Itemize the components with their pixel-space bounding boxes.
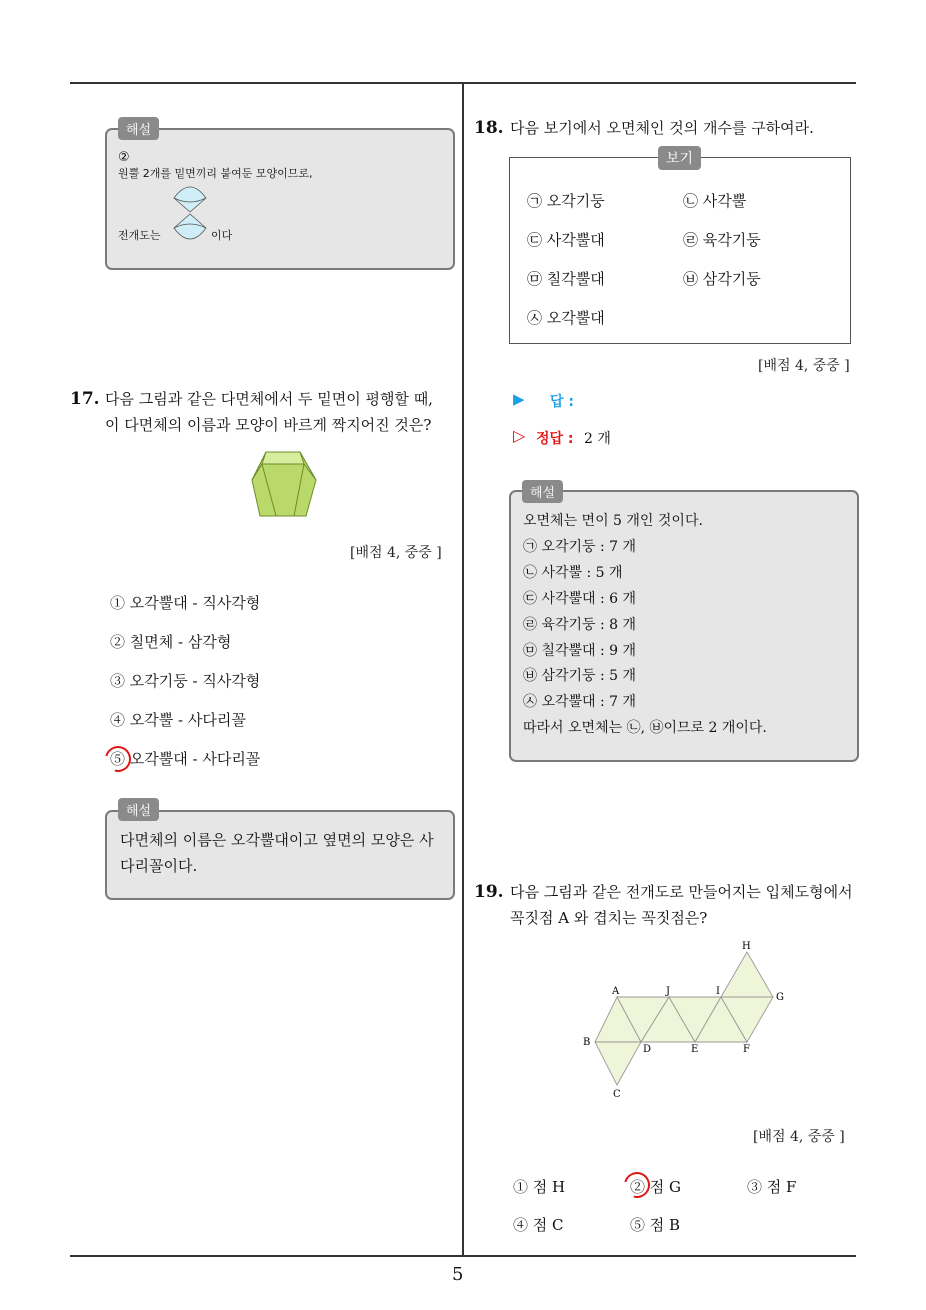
- q18-text: 다음 보기에서 오면체인 것의 개수를 구하여라.: [510, 119, 814, 137]
- q19-option-5[interactable]: ⑤ 점 B: [630, 1216, 681, 1234]
- q16-explanation-box: [105, 128, 455, 270]
- q17-number: 17.: [70, 389, 100, 409]
- q19-option-3[interactable]: ③ 점 F: [747, 1178, 797, 1196]
- q18-correct-label: 정답 :: [536, 431, 574, 447]
- q18-correct-value: 2 개: [584, 431, 611, 447]
- q19-number: 19.: [474, 882, 504, 902]
- octahedron-net-figure: [575, 935, 795, 1105]
- bogi-item-3: ㉢ 사각뿔대: [527, 231, 605, 249]
- vertex-label-f: F: [743, 1044, 750, 1055]
- bogi-tag: 보기: [658, 146, 701, 170]
- q17-option-4[interactable]: ④ 오각뿔 - 사다리꼴: [110, 711, 246, 729]
- q19-text-line1: 다음 그림과 같은 전개도로 만들어지는 입체도형에서: [510, 883, 853, 901]
- q17-exp-line2: 다리꼴이다.: [120, 857, 198, 875]
- q18-exp-line1: 오면체는 면이 5 개인 것이다.: [523, 513, 703, 529]
- pentagonal-frustum-figure: [248, 446, 320, 520]
- q19-option-1[interactable]: ① 점 H: [513, 1178, 566, 1196]
- q18-exp-line6: ㉤ 칠각뿔대 : 9 개: [523, 643, 637, 659]
- vertex-label-g: G: [776, 992, 784, 1003]
- q17-answer-circle: [100, 741, 136, 777]
- bogi-item-6: ㉥ 삼각기둥: [683, 270, 761, 288]
- q19-score: [배점 4, 중중 ]: [753, 1129, 845, 1145]
- cone-net-figure: [170, 182, 210, 244]
- bogi-item-7: ㉦ 오각뿔대: [527, 309, 605, 327]
- vertex-label-h: H: [742, 941, 751, 952]
- answer-arrow-icon: ▶: [513, 390, 525, 408]
- vertex-label-c: C: [613, 1089, 621, 1100]
- q16-exp-line1: 원뿔 2개를 밑면끼리 붙여둔 모양이므로,: [118, 167, 313, 180]
- vertex-label-b: B: [583, 1037, 591, 1048]
- q18-exp-line2: ㉠ 오각기둥 : 7 개: [523, 539, 637, 555]
- q19-option-2[interactable]: ② 점 G: [630, 1178, 682, 1196]
- q18-exp-line7: ㉥ 삼각기둥 : 5 개: [523, 668, 637, 684]
- center-divider: [462, 83, 464, 1256]
- q16-answer-mark: ②: [118, 150, 130, 165]
- q19-answer-circle: [619, 1167, 655, 1203]
- q17-score: [배점 4, 중중 ]: [350, 545, 442, 561]
- vertex-label-i: I: [716, 986, 720, 997]
- bogi-item-1: ㉠ 오각기둥: [527, 192, 605, 210]
- vertex-label-d: D: [643, 1044, 652, 1055]
- q18-exp-line9: 따라서 오면체는 ㉡, ㉥이므로 2 개이다.: [523, 720, 767, 736]
- q17-text-line2: 이 다면체의 이름과 모양이 바르게 짝지어진 것은?: [105, 416, 432, 434]
- vertex-label-a: A: [612, 986, 620, 997]
- bogi-item-2: ㉡ 사각뿔: [683, 192, 747, 210]
- q19-option-4[interactable]: ④ 점 C: [513, 1216, 564, 1234]
- vertex-label-j: J: [666, 986, 671, 997]
- q17-text-line1: 다음 그림과 같은 다면체에서 두 밑면이 평행할 때,: [105, 390, 433, 408]
- vertex-label-e: E: [691, 1044, 699, 1055]
- q18-number: 18.: [474, 118, 504, 138]
- q16-exp-line2-post: 이다: [211, 229, 233, 242]
- q17-explanation-tag: 해설: [118, 798, 159, 821]
- q18-exp-line5: ㉣ 육각기둥 : 8 개: [523, 617, 637, 633]
- q18-exp-line4: ㉢ 사각뿔대 : 6 개: [523, 591, 637, 607]
- q18-score: [배점 4, 중중 ]: [758, 358, 850, 374]
- q17-option-5[interactable]: ⑤ 오각뿔대 - 사다리꼴: [110, 750, 261, 768]
- correct-arrow-icon: ▷: [513, 426, 526, 445]
- q17-option-2[interactable]: ② 칠면체 - 삼각형: [110, 633, 232, 651]
- q18-exp-line8: ㉦ 오각뿔대 : 7 개: [523, 694, 637, 710]
- q17-exp-line1: 다면체의 이름은 오각뿔대이고 옆면의 모양은 사: [120, 831, 434, 849]
- q17-option-3[interactable]: ③ 오각기둥 - 직사각형: [110, 672, 261, 690]
- q18-explanation-tag: 해설: [522, 480, 563, 503]
- q18-answer-label: 답 :: [550, 394, 574, 410]
- bottom-rule: [70, 1255, 856, 1257]
- q16-exp-line2-pre: 전개도는: [118, 229, 161, 242]
- q18-exp-line3: ㉡ 사각뿔 : 5 개: [523, 565, 623, 581]
- page-number: 5: [452, 1264, 464, 1285]
- q17-option-1[interactable]: ① 오각뿔대 - 직사각형: [110, 594, 261, 612]
- q16-explanation-tag: 해설: [118, 117, 159, 140]
- q19-text-line2: 꼭짓점 A 와 겹치는 꼭짓점은?: [510, 909, 708, 927]
- bogi-item-4: ㉣ 육각기둥: [683, 231, 761, 249]
- bogi-item-5: ㉤ 칠각뿔대: [527, 270, 605, 288]
